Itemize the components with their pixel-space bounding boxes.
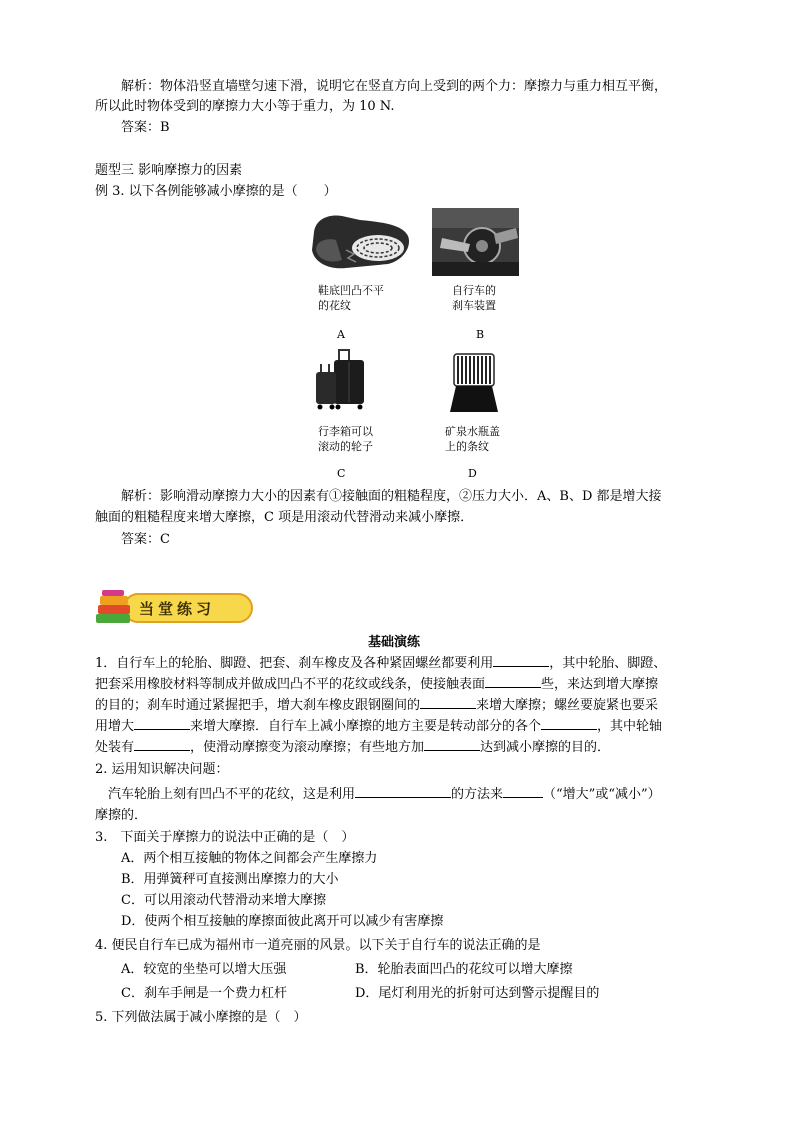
q1-line1: 1．自行车上的轮胎、脚蹬、把套、刹车橡皮及各种紧固螺丝都要利用 ，其中轮胎、脚蹬、 (95, 656, 667, 671)
figure-c-letter: C (337, 467, 346, 480)
figure-b-letter: B (476, 328, 485, 341)
figure-d-letter: D (468, 467, 477, 480)
example3-question: 例 3. 以下各例能够减小摩擦的是（ ） (95, 184, 337, 199)
q1-line2: 把套采用橡胶材料等制成并做成凹凸不平的花纹或线条，使接触表面 些，来达到增大摩擦 (95, 677, 659, 692)
q1-blank-2 (485, 675, 541, 688)
analysis1-line1: 解析：物体沿竖直墙壁匀速下滑，说明它在竖直方向上受到的两个力：摩擦力与重力相互平衡， (121, 79, 668, 94)
figure-c-caption-1: 行李箱可以 (318, 425, 373, 438)
q1-blank-5 (541, 717, 597, 730)
practice-banner-title: 当堂练习 (139, 600, 216, 618)
figure-c-caption-2: 滚动的轮子 (318, 440, 373, 453)
analysis3-line2: 触面的粗糙程度来增大摩擦，C 项是用滚动代替滑动来减小摩擦． (95, 510, 474, 525)
q3-option-a: A．两个相互接触的物体之间都会产生摩擦力 (121, 851, 378, 866)
q4-option-c: C．刹车手闸是一个费力杠杆 (121, 986, 287, 1001)
q1-blank-6 (134, 738, 190, 751)
q1-blank-7 (424, 738, 480, 751)
analysis1-line2: 所以此时物体受到的摩擦力大小等于重力，为 10 N. (95, 99, 395, 114)
q1-line3: 的目的；刹车时通过紧握把手，增大刹车橡皮跟钢圈间的 来增大摩擦；螺丝要旋紧也要采 (95, 698, 659, 713)
analysis3-answer: 答案：C (121, 532, 170, 547)
figure-a-caption-1: 鞋底凹凸不平 (318, 284, 384, 297)
q4-option-a: A．较宽的坐垫可以增大压强 (121, 962, 287, 977)
figure-d-caption-2: 上的条纹 (445, 440, 489, 453)
analysis3-line1: 解析：影响滑动摩擦力大小的因素有①接触面的粗糙程度，②压力大小．A、B、D 都是增大接 (121, 489, 662, 504)
q1-blank-3 (420, 696, 476, 709)
q3-stem: 3. 下面关于摩擦力的说法中正确的是（ ） (95, 830, 355, 845)
q4-stem: 4. 便民自行车已成为福州市一道亮丽的风景。以下关于自行车的说法正确的是 (95, 938, 541, 953)
books-icon (96, 590, 130, 623)
q1-blank-4 (134, 717, 190, 730)
figure-a-caption-2: 的花纹 (318, 299, 351, 312)
bicycle-brake-image (432, 208, 519, 276)
figure-d-caption-1: 矿泉水瓶盖 (445, 425, 500, 438)
q2-line1: 汽车轮胎上刻有凹凸不平的花纹，这是利用 的方法来 （“增大”或“减小”） (108, 787, 661, 802)
figure-b-caption-2: 刹车装置 (452, 299, 496, 312)
q1-line5: 处装有 ，使滑动摩擦变为滚动摩擦；有些地方加 达到减小摩擦的目的． (95, 740, 611, 755)
q5-stem: 5. 下列做法属于减小摩擦的是（ ） (95, 1010, 307, 1025)
shoe-sole-image (306, 210, 412, 274)
q3-option-d: D．使两个相互接触的摩擦面彼此离开可以减少有害摩擦 (121, 914, 444, 929)
luggage-image (314, 348, 366, 410)
q4-option-d: D．尾灯利用光的折射可达到警示提醒目的 (355, 986, 600, 1001)
section3-title: 题型三 影响摩擦力的因素 (95, 163, 243, 178)
q1-blank-1 (493, 654, 549, 667)
practice-heading: 基础演练 (368, 635, 421, 650)
q2-blank-2 (503, 785, 543, 798)
figure-b-caption-1: 自行车的 (452, 284, 496, 297)
analysis1-answer: 答案：B (121, 120, 170, 135)
q2-line2: 摩擦的． (95, 808, 148, 823)
q3-option-b: B．用弹簧秤可直接测出摩擦力的大小 (121, 872, 339, 887)
q2-title: 2. 运用知识解决问题： (95, 762, 229, 777)
q2-blank-1 (355, 785, 451, 798)
bottle-cap-image (446, 352, 502, 412)
q1-line4: 用增大 来增大摩擦．自行车上减小摩擦的地方主要是转动部分的各个 ，其中轮轴 (95, 719, 663, 734)
figure-a-letter: A (337, 328, 345, 341)
q3-option-c: C．可以用滚动代替滑动来增大摩擦 (121, 893, 326, 908)
q4-option-b: B．轮胎表面凹凸的花纹可以增大摩擦 (355, 962, 573, 977)
